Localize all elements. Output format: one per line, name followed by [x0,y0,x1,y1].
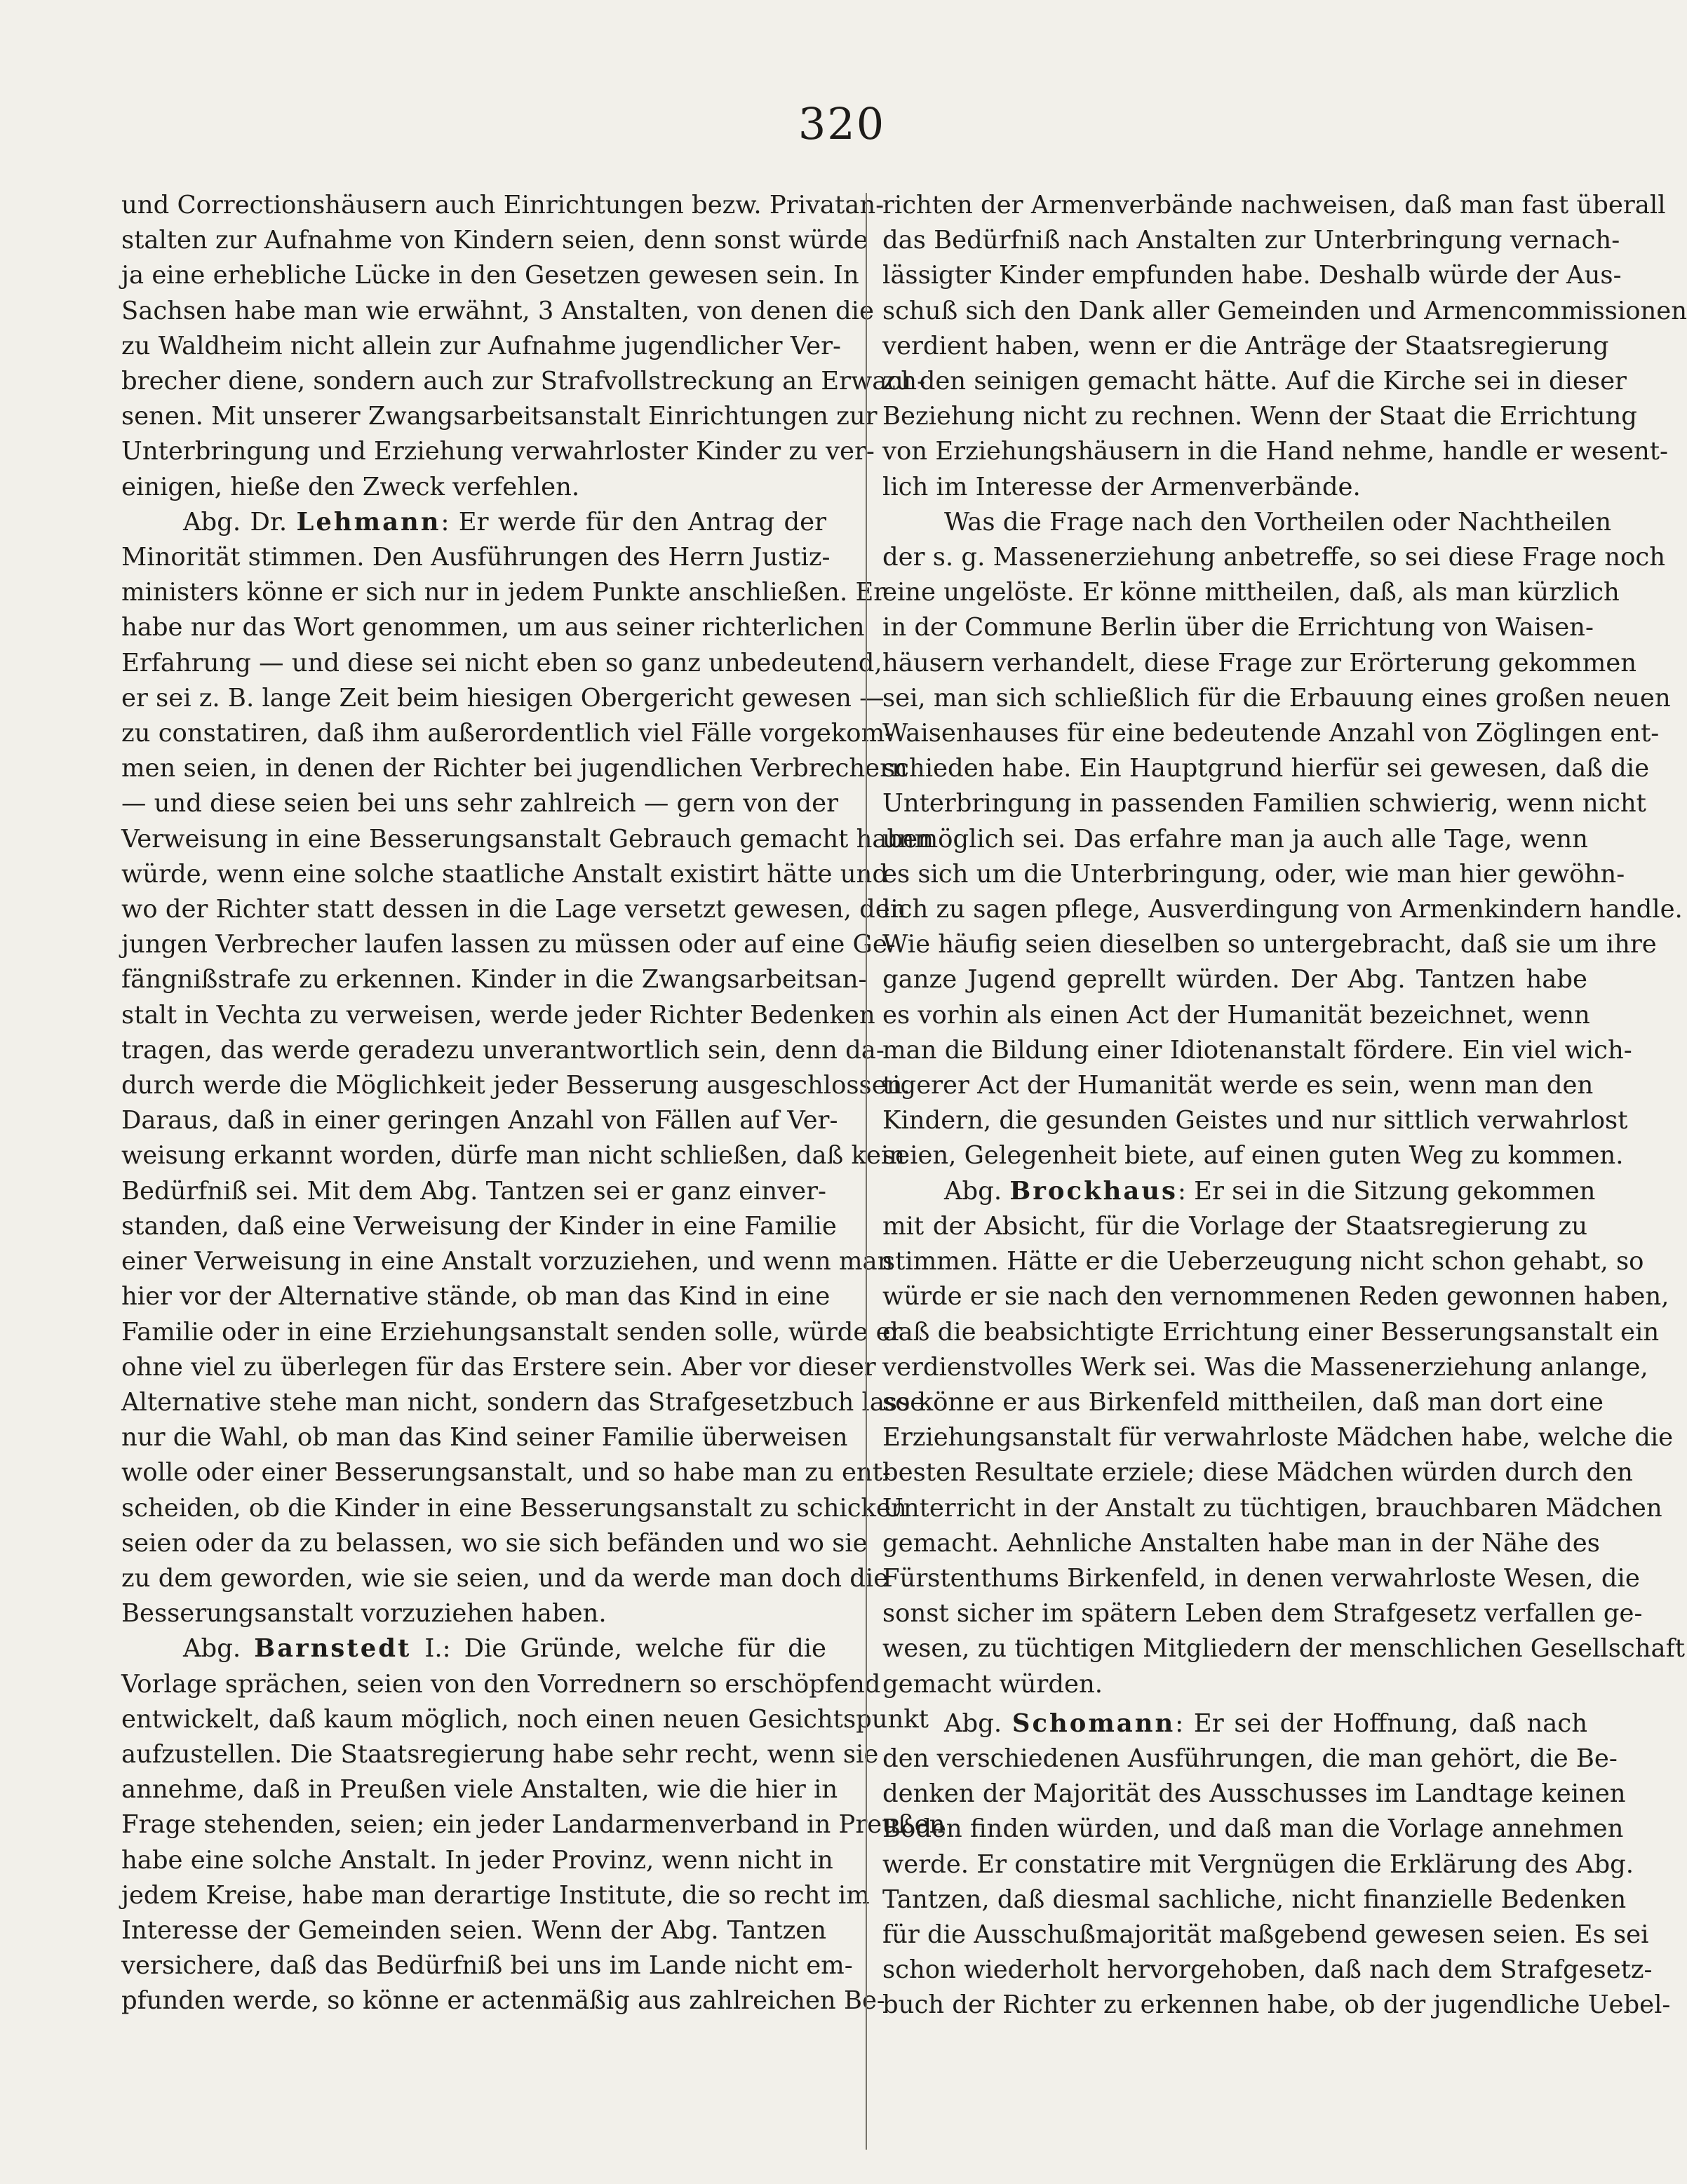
left-column [121,188,946,2019]
text-line: men seien, in denen der Richter bei jugendlichen Verbrechern [121,754,908,783]
text-line: zu constatiren, daß ihm außerordentlich viel Fälle vorgekom- [121,719,894,748]
text-line: Waisenhauses für eine bedeutende Anzahl von Zöglingen ent- [882,719,1660,748]
text-line: zu Waldheim nicht allein zur Aufnahme jugendlicher Ver- [121,331,841,360]
text-line: seien, Gelegenheit biete, auf einen guten Weg zu kommen. [882,1141,1624,1171]
text-line: Unterricht in der Anstalt zu tüchtigen, brauchbaren Mädchen [882,1493,1662,1523]
text-line: ja eine erhebliche Lücke in den Gesetzen gewesen sein. In [121,261,859,290]
text-line: der s. g. Massenerziehung anbetreffe, so sei diese Frage noch [882,543,1665,572]
text-line: Unterbringung und Erziehung verwahrloster Kinder zu ver- [121,437,875,466]
text-line: pfunden werde, so könne er actenmäßig aus zahlreichen Be- [121,1986,885,2016]
text-line: buch der Richter zu erkennen habe, ob der jugendliche Uebel- [882,1990,1671,2020]
text-line [121,1631,826,1666]
speaker-prefix: Abg. [183,1634,255,1664]
text-line: Beziehung nicht zu rechnen. Wenn der Staat die Errichtung [882,402,1637,431]
text-line: Alternative stehe man nicht, sondern das Strafgesetzbuch lasse [121,1387,925,1417]
text-line: sonst sicher im spätern Leben dem Strafgesetz verfallen ge- [882,1599,1643,1629]
text-line: Minorität stimmen. Den Ausführungen des Herrn Justiz- [121,543,831,572]
text-line: ohne viel zu überlegen für das Erstere sein. Aber vor dieser [121,1352,876,1382]
text-line: richten der Armenverbände nachweisen, daß man fast überall [882,191,1666,220]
line-text: : Er sei der Hoffnung, daß nach [1175,1708,1587,1738]
text-line: es vorhin als einen Act der Humanität bezeichnet, wenn [882,1000,1590,1030]
text-line: werde. Er constatire mit Vergnügen die Erklärung des Abg. [882,1849,1634,1879]
text-line: eine ungelöste. Er könne mittheilen, daß, als man kürzlich [882,578,1620,607]
text-line: annehme, daß in Preußen viele Anstalten, wie die hier in [121,1775,838,1805]
line-text: I.: Die Gründe, welche für die [411,1634,826,1664]
text-line: tragen, das werde geradezu unverantwortlich sein, denn da- [121,1035,885,1065]
text-line: Frage stehenden, seien; ein jeder Landarmenverband in Preußen [121,1810,946,1840]
text-line [882,1706,1587,1741]
speaker-name: Brockhaus [1009,1176,1178,1206]
text-line: Unterbringung in passenden Familien schwierig, wenn nicht [882,789,1646,818]
text-line: habe nur das Wort genommen, um aus seiner richterlichen [121,613,865,642]
text-line: sei, man sich schließlich für die Erbauung eines großen neuen [882,683,1671,713]
text-line: Besserungsanstalt vorzuziehen haben. [121,1599,607,1629]
text-line: gemacht würden. [882,1669,1103,1699]
text-line: Kindern, die gesunden Geistes und nur sittlich verwahrlost [882,1106,1628,1135]
text-line: mit der Absicht, für die Vorlage der Staatsregierung zu [882,1211,1587,1241]
page-number: 320 [798,98,886,149]
line-text: : Er werde für den Antrag der [441,507,826,537]
text-line: für die Ausschußmajorität maßgebend gewesen seien. Es sei [882,1920,1649,1949]
text-line: weisung erkannt worden, dürfe man nicht schließen, daß kein [121,1141,906,1171]
text-line: nur die Wahl, ob man das Kind seiner Familie überweisen [121,1423,848,1452]
speaker-prefix: Abg. [944,1176,1010,1206]
text-line: — und diese seien bei uns sehr zahlreich — gern von der [121,789,839,818]
speaker-prefix: Abg. [944,1708,1012,1738]
text-line: von Erziehungshäusern in die Hand nehme, handle er wesent- [882,437,1668,466]
text-line: daß die beabsichtigte Errichtung einer Besserungsanstalt ein [882,1317,1660,1347]
text-line: besten Resultate erziele; diese Mädchen würden durch den [882,1458,1633,1488]
text-line: stalten zur Aufnahme von Kindern seien, denn sonst würde [121,226,868,255]
text-line: einer Verweisung in eine Anstalt vorzuziehen, und wenn man [121,1247,894,1276]
text-line: und Correctionshäusern auch Einrichtungen bezw. Privatan- [121,191,885,220]
text-line: man die Bildung einer Idiotenanstalt fördere. Ein viel wich- [882,1035,1632,1065]
text-line: scheiden, ob die Kinder in eine Besserungsanstalt zu schicken [121,1493,907,1523]
text-line: Vorlage sprächen, seien von den Vorrednern so erschöpfend [121,1669,881,1699]
text-line: fängnißstrafe zu erkennen. Kinder in die Zwangsarbeitsan- [121,965,867,995]
text-line: Fürstenthums Birkenfeld, in denen verwahrloste Wesen, die [882,1563,1640,1593]
text-line: gemacht. Aehnliche Anstalten habe man in der Nähe des [882,1528,1600,1558]
text-line: schon wiederholt hervorgehoben, daß nach dem Strafgesetz- [882,1955,1653,1985]
text-line: Erfahrung — und diese sei nicht eben so ganz unbedeutend, [121,648,882,678]
text-line: Boden finden würden, und daß man die Vorlage annehmen [882,1814,1624,1844]
text-line: Tantzen, daß diesmal sachliche, nicht finanzielle Bedenken [882,1885,1627,1914]
text-line: aufzustellen. Die Staatsregierung habe sehr recht, wenn sie [121,1739,879,1769]
text-line: Bedürfniß sei. Mit dem Abg. Tantzen sei er ganz einver- [121,1176,826,1206]
text-line: standen, daß eine Verweisung der Kinder in eine Familie [121,1211,837,1241]
text-line: Verweisung in eine Besserungsanstalt Gebrauch gemacht haben [121,824,934,854]
text-line: er sei z. B. lange Zeit beim hiesigen Obergericht gewesen — [121,683,885,713]
text-line: jungen Verbrecher laufen lassen zu müssen oder auf eine Ge- [121,930,896,959]
text-line: unmöglich sei. Das erfahre man ja auch alle Tage, wenn [882,824,1588,854]
text-line: verdienstvolles Werk sei. Was die Massenerziehung anlange, [882,1352,1648,1382]
right-column [882,188,1687,2023]
text-line: tigerer Act der Humanität werde es sein, wenn man den [882,1071,1594,1100]
text-line: so könne er aus Birkenfeld mittheilen, daß man dort eine [882,1387,1604,1417]
text-line: häusern verhandelt, diese Frage zur Erörterung gekommen [882,648,1636,678]
speaker-name: Lehmann [296,507,441,537]
text-line: zu den seinigen gemacht hätte. Auf die Kirche sei in dieser [882,367,1627,396]
text-line: stimmen. Hätte er die Ueberzeugung nicht schon gehabt, so [882,1247,1644,1276]
text-line: Interesse der Gemeinden seien. Wenn der Abg. Tantzen [121,1915,826,1945]
speaker-name: Schomann [1011,1708,1176,1738]
line-text: : Er sei in die Sitzung gekommen [1177,1176,1596,1206]
speaker-prefix: Abg. Dr. [183,507,297,537]
text-line: entwickelt, daß kaum möglich, noch einen neuen Gesichtspunkt [121,1704,929,1734]
text-line: brecher diene, sondern auch zur Strafvollstreckung an Erwach- [121,367,925,396]
text-line [121,505,826,540]
text-line: schuß sich den Dank aller Gemeinden und Armencommissionen [882,296,1687,325]
text-line: es sich um die Unterbringung, oder, wie man hier gewöhn- [882,859,1625,889]
text-line: schieden habe. Ein Hauptgrund hierfür sei gewesen, daß die [882,754,1650,783]
text-line: lässigter Kinder empfunden habe. Deshalb würde der Aus- [882,261,1622,290]
text-line: Sachsen habe man wie erwähnt, 3 Anstalten, von denen die [121,296,874,325]
text-line [882,1174,1596,1209]
text-line: ganze Jugend geprellt würden. Der Abg. Tantzen habe [882,965,1587,995]
text-line: habe eine solche Anstalt. In jeder Provinz, wenn nicht in [121,1845,833,1875]
text-line: denken der Majorität des Ausschusses im Landtage keinen [882,1779,1626,1809]
text-line: lich im Interesse der Armenverbände. [882,472,1361,501]
column-divider [866,193,867,2150]
text-line: Daraus, daß in einer geringen Anzahl von Fällen auf Ver- [121,1106,838,1135]
text-line: in der Commune Berlin über die Errichtung von Waisen- [882,613,1594,642]
text-line: würde, wenn eine solche staatliche Anstalt existirt hätte und [121,859,888,889]
text-line: verdient haben, wenn er die Anträge der Staatsregierung [882,331,1609,360]
text-line: Familie oder in eine Erziehungsanstalt senden solle, würde er [121,1317,903,1347]
text-line: wolle oder einer Besserungsanstalt, und so habe man zu ent- [121,1458,891,1488]
text-line: einigen, hieße den Zweck verfehlen. [121,472,580,501]
text-line: senen. Mit unserer Zwangsarbeitsanstalt Einrichtungen zur [121,402,878,431]
text-line: das Bedürfniß nach Anstalten zur Unterbringung vernach- [882,226,1620,255]
text-line: durch werde die Möglichkeit jeder Besserung ausgeschlossen. [121,1071,910,1100]
text-line: ministers könne er sich nur in jedem Punkte anschließen. Er [121,578,886,607]
text-line: hier vor der Alternative stände, ob man das Kind in eine [121,1282,831,1312]
text-line: wo der Richter statt dessen in die Lage versetzt gewesen, den [121,895,906,924]
text-line: den verschiedenen Ausführungen, die man gehört, die Be- [882,1744,1618,1773]
text-line: lich zu sagen pflege, Ausverdingung von Armenkindern handle. [882,895,1683,924]
text-line: stalt in Vechta zu verweisen, werde jeder Richter Bedenken [121,1000,875,1030]
text-line: wesen, zu tüchtigen Mitgliedern der menschlichen Gesellschaft [882,1634,1685,1664]
text-line: jedem Kreise, habe man derartige Institute, die so recht im [121,1880,870,1910]
text-line: würde er sie nach den vernommenen Reden gewonnen haben, [882,1282,1669,1312]
text-line: versichere, daß das Bedürfniß bei uns im Lande nicht em- [121,1951,853,1981]
text-line: Erziehungsanstalt für verwahrloste Mädchen habe, welche die [882,1423,1674,1452]
speaker-name: Barnstedt [254,1634,412,1664]
text-line: zu dem geworden, wie sie seien, und da werde man doch die [121,1563,889,1593]
text-line: Was die Frage nach den Vortheilen oder Nachtheilen [944,507,1612,537]
text-line: seien oder da zu belassen, wo sie sich befänden und wo sie [121,1528,868,1558]
text-line: Wie häufig seien dieselben so untergebracht, daß sie um ihre [882,930,1657,959]
